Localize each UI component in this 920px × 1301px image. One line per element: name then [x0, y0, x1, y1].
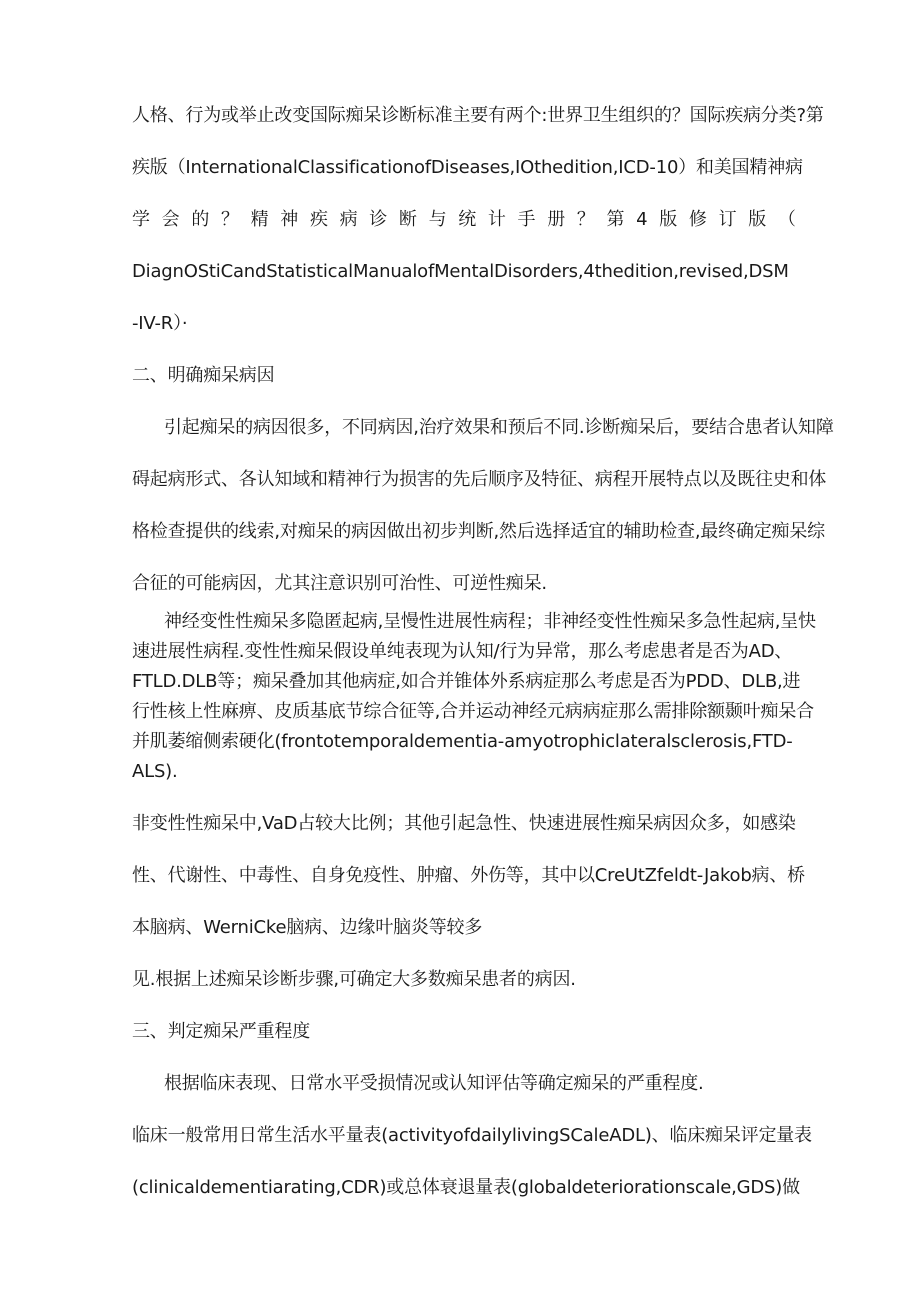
- char: 病: [339, 209, 358, 230]
- text-line: 临床一般常用日常生活水平量表(activityofdailylivingSCaleADL)、临床痴呆评定量表: [132, 1125, 812, 1146]
- text-line-spaced: [132, 208, 796, 232]
- char: 神: [280, 209, 299, 230]
- char: 精: [250, 209, 269, 230]
- char: 计: [487, 209, 506, 230]
- char: 第: [606, 209, 625, 230]
- text-line: 并肌萎缩侧索硬化(frontotemporaldementia-amyotrophiclateralsclerosis,FTD-: [132, 731, 793, 752]
- char: 诊: [369, 209, 388, 230]
- char: 会: [161, 209, 180, 230]
- text-line: 合征的可能病因，尤其注意识别可治性、可逆性痴呆.: [132, 573, 547, 594]
- char: ？: [576, 209, 595, 230]
- text-line: 行性核上性麻痹、皮质基底节综合征等,合并运动神经元病病症那么需排除额颞叶痴呆合: [132, 701, 814, 722]
- char: 统: [458, 209, 477, 230]
- char: 4: [636, 209, 648, 230]
- text-line: 引起痴呆的病因很多，不同病因,治疗效果和预后不同.诊断痴呆后，要结合患者认知障: [164, 417, 834, 438]
- text-line: DiagnOStiCandStatisticalManualofMentalDisorders,4thedition,revised,DSM: [132, 261, 789, 282]
- char: 订: [718, 209, 737, 230]
- text-line: FTLD.DLB等；痴呆叠加其他病症,如合并锥体外系病症那么考虑是否为PDD、DLB,进: [132, 671, 801, 692]
- char: 修: [688, 209, 707, 230]
- text-line: 本脑病、WerniCke脑病、边缘叶脑炎等较多: [132, 917, 483, 938]
- char: 断: [398, 209, 417, 230]
- section-heading: 三、判定痴呆严重程度: [132, 1021, 310, 1042]
- text-line: 格检查提供的线索,对痴呆的病因做出初步判断,然后选择适宜的辅助检查,最终确定痴呆综: [132, 521, 825, 542]
- text-line: 神经变性性痴呆多隐匿起病,呈慢性进展性病程；非神经变性性痴呆多急性起病,呈快: [164, 611, 816, 632]
- text-line: 根据临床表现、日常水平受损情况或认知评估等确定痴呆的严重程度.: [164, 1073, 704, 1094]
- section-heading: 二、明确痴呆病因: [132, 365, 275, 386]
- text-line: 见.根据上述痴呆诊断步骤,可确定大多数痴呆患者的病因.: [132, 969, 576, 990]
- char: 与: [428, 209, 447, 230]
- char: ？: [220, 209, 239, 230]
- text-line: 人格、行为或举止改变国际痴呆诊断标准主要有两个:世界卫生组织的？国际疾病分类?第: [132, 105, 824, 126]
- text-line: -IV-R）·: [132, 313, 188, 334]
- char: 的: [191, 209, 210, 230]
- char: 版: [748, 209, 767, 230]
- text-line: ALS).: [132, 761, 178, 782]
- text-line: 速进展性病程.变性性痴呆假设单纯表现为认知/行为异常，那么考虑患者是否为AD、: [132, 641, 793, 662]
- char: 疾: [309, 209, 328, 230]
- text-line: 碍起病形式、各认知域和精神行为损害的先后顺序及特征、病程开展特点以及既往史和体: [132, 469, 827, 490]
- char: （: [777, 209, 796, 230]
- char: 版: [659, 209, 678, 230]
- text-line: (clinicaldementiarating,CDR)或总体衰退量表(globaldeteriorationscale,GDS)做: [132, 1177, 800, 1198]
- char: 手: [517, 209, 536, 230]
- text-line: 疾版（InternationalClassificationofDiseases,IOthedition,ICD-10）和美国精神病: [132, 157, 803, 178]
- char: 册: [547, 209, 565, 230]
- text-line: 性、代谢性、中毒性、自身免疫性、肿瘤、外伤等，其中以CreUtZfeldt-Jakob病、桥: [132, 865, 805, 886]
- text-line: 非变性性痴呆中,VaD占较大比例；其他引起急性、快速进展性痴呆病因众多，如感染: [132, 813, 796, 834]
- char: 学: [132, 209, 150, 230]
